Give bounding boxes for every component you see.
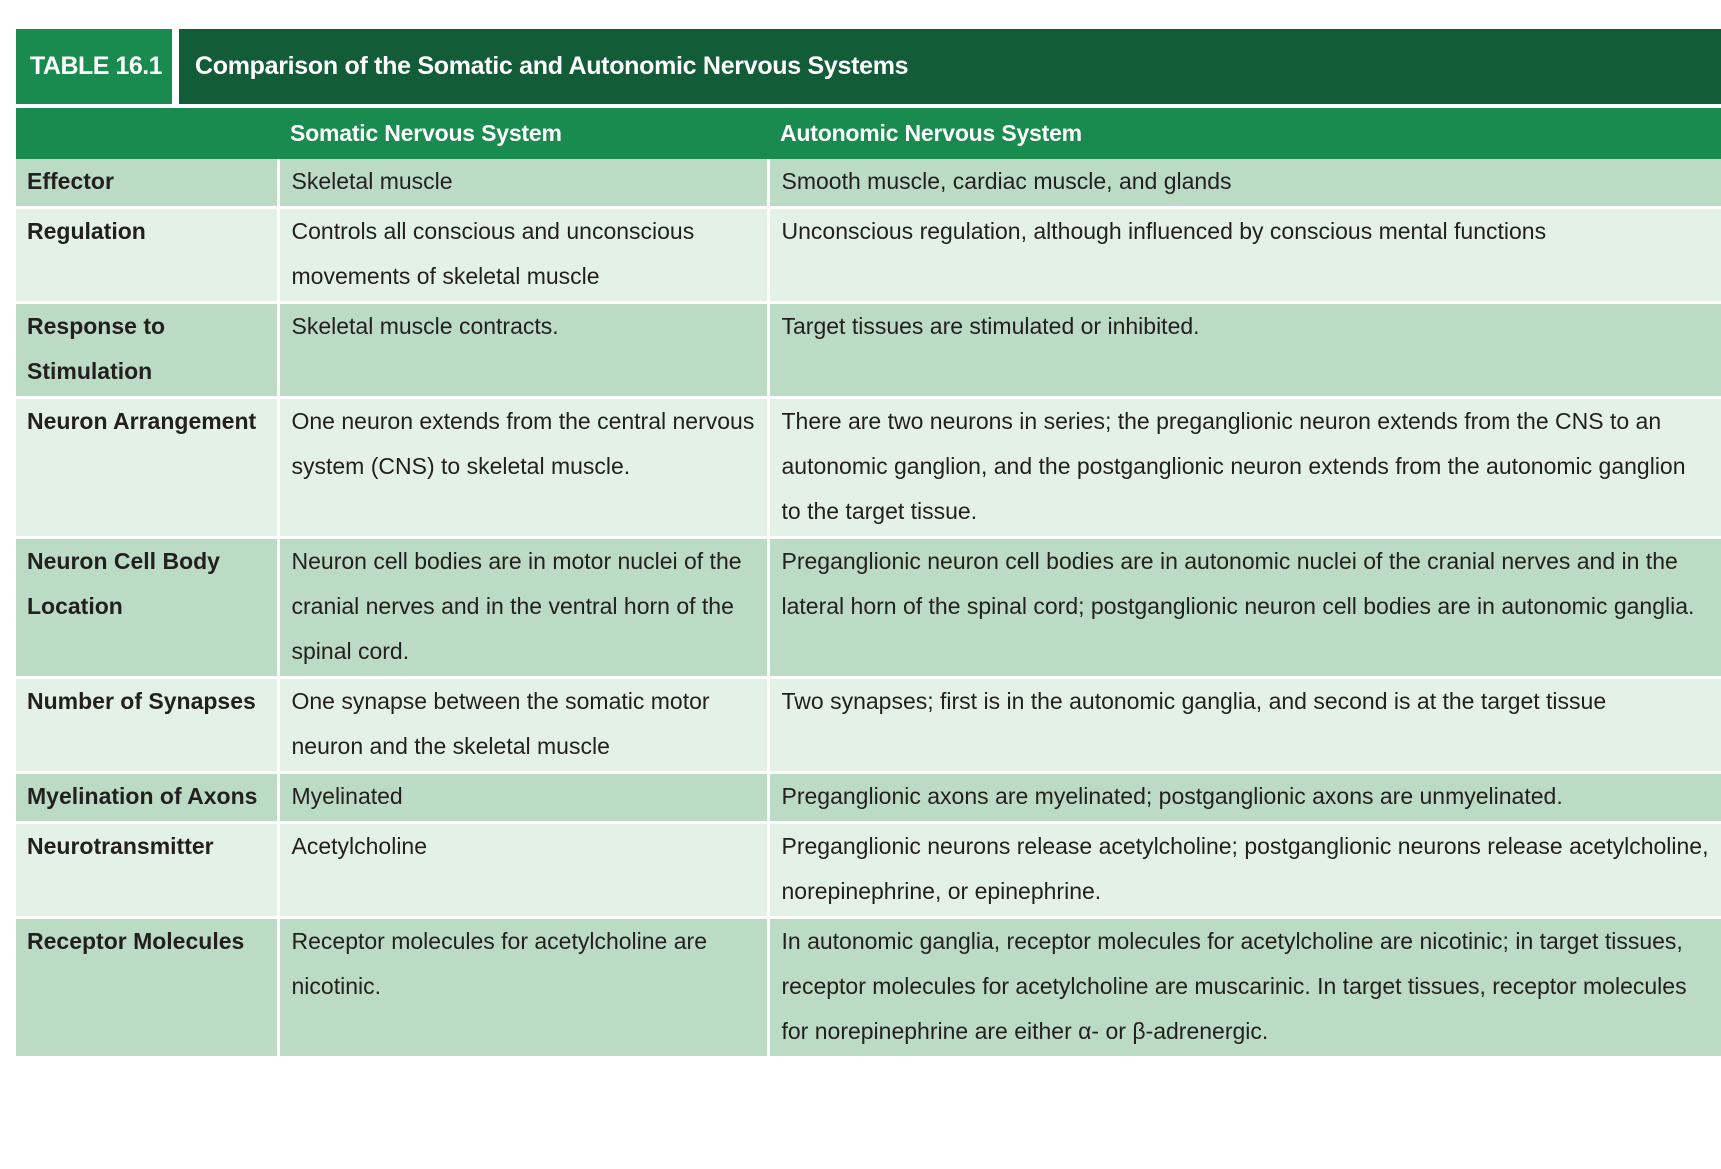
table-row xyxy=(16,303,1721,398)
table-row xyxy=(16,823,1721,918)
cell-somatic: Myelinated xyxy=(278,773,768,823)
column-header-somatic: Somatic Nervous System xyxy=(278,108,768,159)
cell-somatic: One synapse between the somatic motor neuron and the skeletal muscle xyxy=(278,678,768,773)
cell-autonomic: There are two neurons in series; the preganglionic neuron extends from the CNS to an autonomic ganglion, and the postganglionic neuron extends from the autonomic ganglion to the target tissue. xyxy=(768,398,1721,538)
cell-autonomic: Target tissues are stimulated or inhibited. xyxy=(768,303,1721,398)
row-header-neuron-arrangement: Neuron Arrangement xyxy=(16,398,278,538)
cell-autonomic: Preganglionic axons are myelinated; postganglionic axons are unmyelinated. xyxy=(768,773,1721,823)
cell-autonomic: Preganglionic neuron cell bodies are in autonomic nuclei of the cranial nerves and in the lateral horn of the spinal cord; postganglionic neuron cell bodies are in autonomic ganglia. xyxy=(768,538,1721,678)
cell-somatic: Acetylcholine xyxy=(278,823,768,918)
table-row xyxy=(16,208,1721,303)
table-row xyxy=(16,159,1721,208)
table-row xyxy=(16,773,1721,823)
column-header-row xyxy=(16,108,1721,159)
column-header-autonomic: Autonomic Nervous System xyxy=(768,108,1721,159)
table-row xyxy=(16,398,1721,538)
cell-autonomic: In autonomic ganglia, receptor molecules for acetylcholine are nicotinic; in target tissues, receptor molecules for acetylcholine are muscarinic. In target tissues, receptor molecules for norepinephrine are either α- or β-adrenergic. xyxy=(768,918,1721,1058)
cell-somatic: One neuron extends from the central nervous system (CNS) to skeletal muscle. xyxy=(278,398,768,538)
cell-somatic: Controls all conscious and unconscious movements of skeletal muscle xyxy=(278,208,768,303)
table-row xyxy=(16,678,1721,773)
cell-autonomic: Two synapses; first is in the autonomic ganglia, and second is at the target tissue xyxy=(768,678,1721,773)
cell-somatic: Receptor molecules for acetylcholine are nicotinic. xyxy=(278,918,768,1058)
cell-autonomic: Unconscious regulation, although influenced by conscious mental functions xyxy=(768,208,1721,303)
comparison-table xyxy=(16,29,1721,1059)
row-header-neurotransmitter: Neurotransmitter xyxy=(16,823,278,918)
row-header-regulation: Regulation xyxy=(16,208,278,303)
row-header-synapses: Number of Synapses xyxy=(16,678,278,773)
column-header-feature xyxy=(16,108,278,159)
table-row xyxy=(16,918,1721,1058)
table-number-label: TABLE 16.1 xyxy=(16,29,179,104)
row-header-effector: Effector xyxy=(16,159,278,208)
cell-somatic: Skeletal muscle contracts. xyxy=(278,303,768,398)
row-header-myelination: Myelination of Axons xyxy=(16,773,278,823)
row-header-response: Response to Stimulation xyxy=(16,303,278,398)
cell-autonomic: Preganglionic neurons release acetylcholine; postganglionic neurons release acetylcholine, norepinephrine, or epinephrine. xyxy=(768,823,1721,918)
row-header-cell-body-location: Neuron Cell Body Location xyxy=(16,538,278,678)
table-title-bar xyxy=(16,29,1721,108)
cell-somatic: Neuron cell bodies are in motor nuclei of the cranial nerves and in the ventral horn of the spinal cord. xyxy=(278,538,768,678)
table-title: Comparison of the Somatic and Autonomic Nervous Systems xyxy=(195,52,909,80)
table-row xyxy=(16,538,1721,678)
cell-autonomic: Smooth muscle, cardiac muscle, and glands xyxy=(768,159,1721,208)
cell-somatic: Skeletal muscle xyxy=(278,159,768,208)
row-header-receptor-molecules: Receptor Molecules xyxy=(16,918,278,1058)
data-table xyxy=(16,108,1721,1059)
